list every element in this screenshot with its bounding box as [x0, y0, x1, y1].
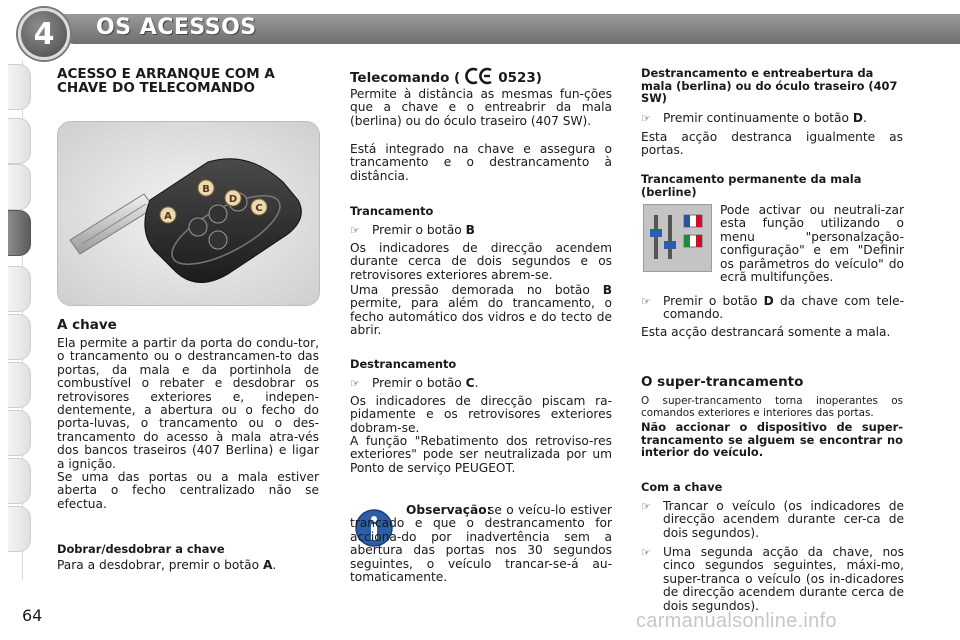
dobrar-instruction: Para a desdobrar, premir o botão	[57, 558, 260, 572]
side-tab-7[interactable]	[8, 362, 31, 408]
destrancamento-bullet-end: .	[474, 376, 479, 390]
destrancamento-paragraph-1: Os indicadores de direcção piscam ra-pidamente e os retrovisores exteriores dobram-se.	[350, 394, 612, 435]
key-label-b: B	[202, 184, 210, 195]
pointing-hand-icon: ☞	[641, 546, 651, 559]
permanente-heading: Trancamento permanente da mala (berline)	[641, 172, 862, 199]
permanente-bullet	[641, 295, 904, 322]
key-photo	[57, 121, 320, 306]
settings-menu-icon	[643, 204, 712, 272]
trancamento-p2-end: permite, para além do trancamento, o fecho automático dos vidros e do tecto de abrir.	[350, 296, 612, 338]
trancamento-paragraph-1: Os indicadores de direcção acendem durante cerca de dois segundos e os retrovisores exteriores abrem-se.	[350, 241, 612, 282]
super-warning: Não accionar o dispositivo de super-trancamento se alguem se encontrar no interior do veículo.	[641, 420, 903, 459]
permanente-paragraph-1: Pode activar ou neutrali-zar esta função utilizando o menu "personalzação-configuração" e em "Definir os parâmetros do veículo" do ecrã multifunções.	[720, 203, 904, 285]
mala-heading: Destrancamento e entreabertura da mala (berlina) ou do óculo traseiro (407 SW)	[641, 66, 898, 105]
com-chave-bullet-2	[641, 546, 904, 613]
dobrar-text	[57, 559, 319, 572]
watermark: carmanualsonline.info	[636, 610, 837, 632]
dobrar-button-ref: A	[262, 558, 273, 572]
page-number: 64	[22, 606, 43, 625]
side-tab-6[interactable]	[8, 314, 31, 360]
telecomando-intro-2: Está integrado na chave e assegura o trancamento e o destrancamento à distância.	[350, 142, 612, 183]
trancamento-bullet-text: Premir o botão	[372, 223, 462, 237]
com-chave-bullet-1	[641, 500, 904, 540]
note-text: se o veícu-lo estiver trancado e que o destrancamento for acciona-do por inadvertência sem a abertura das portas nos 30 segundos seguintes, o veículo trancar-se-á au-tomaticamente.	[350, 503, 612, 585]
mala-bullet-text: Premir continuamente o botão	[663, 111, 849, 125]
destrancamento-heading: Destrancamento	[350, 357, 457, 371]
chapter-number: 4	[18, 8, 70, 60]
key-label-d: D	[228, 194, 238, 205]
mala-button-ref: D	[852, 111, 863, 125]
destrancamento-bullet-text: Premir o botão	[372, 376, 462, 390]
side-tab-2[interactable]	[8, 118, 31, 164]
ce-mark-icon	[464, 67, 494, 89]
pointing-hand-icon: ☞	[641, 295, 651, 308]
note-label: Observação:	[406, 503, 492, 517]
super-heading: O super-trancamento	[641, 374, 804, 390]
trancamento-heading: Trancamento	[350, 204, 434, 218]
telecomando-title	[350, 67, 542, 89]
com-chave-bullet-2-text: Uma segunda acção da chave, nos cinco segundos seguintes, máxi-mo, super-tranca o veículo (os in-dicadores de direcção acendem durante cerca de dois segundos).	[663, 545, 904, 613]
side-tab-8[interactable]	[8, 410, 31, 456]
side-tab-3[interactable]	[8, 164, 31, 210]
trancamento-bullet	[350, 224, 612, 237]
super-paragraph-1: O super-trancamento torna inoperantes os comandos exteriores e interiores das portas.	[641, 395, 903, 419]
key-label-a: A	[164, 211, 172, 222]
side-tab-9[interactable]	[8, 458, 31, 504]
destrancamento-paragraph-2: A função "Rebatimento dos retroviso-res exteriores" pode ser neutralizada por um Ponto de serviço PEUGEOT.	[350, 434, 612, 475]
dobrar-end: .	[272, 558, 277, 572]
destrancamento-button-ref: C	[465, 376, 475, 390]
pointing-hand-icon: ☞	[350, 224, 360, 237]
chave-paragraph-1: Ela permite a partir da porta do condu-tor, o trancamento ou o destrancamen-to das portas, da mala e da portinhola de combustível o rebater e desdobrar os retrovisores exteriores e, indepen-dentemente, a abertura ou o fecho do porta-luvas, o trancamento ou o des-trancamento do acesso à mala atra-vés dos bancos traseiros (407 Berlina) e ligar a ignição.	[57, 336, 319, 471]
permanente-paragraph-2: Esta acção destrancará somente a mala.	[641, 325, 891, 339]
mala-paragraph: Esta acção destranca igualmente as portas.	[641, 130, 903, 158]
chave-paragraph-2: Se uma das portas ou a mala estiver aberta o fecho centralizado não se efectua.	[57, 470, 319, 511]
com-chave-bullet-1-text: Trancar o veículo (os indicadores de direcção acendem durante cer-ca de dois segundos).	[663, 499, 904, 540]
mala-bullet	[641, 112, 913, 125]
section-title: ACESSO E ARRANQUE COM A CHAVE DO TELECOMANDO	[57, 66, 275, 96]
trancamento-p2-button-ref: B	[602, 283, 612, 297]
side-tab-4-active[interactable]	[8, 210, 31, 256]
pointing-hand-icon: ☞	[641, 112, 651, 125]
remote-key-illustration	[58, 122, 319, 305]
permanente-bullet-end: da chave com tele-comando.	[663, 294, 905, 322]
permanente-bullet-start: Premir o botão	[663, 294, 758, 308]
chapter-title: OS ACESSOS	[96, 15, 257, 40]
chave-heading: A chave	[57, 317, 117, 333]
telecomando-title-start: Telecomando (	[350, 70, 461, 86]
telecomando-intro-1: Permite à distância as mesmas fun-ções que a chave e o entreabrir da mala (berlina) ou do óculo traseiro (407 SW).	[350, 87, 612, 128]
permanente-button-ref: D	[763, 294, 774, 308]
trancamento-p2-start: Uma pressão demorada no botão	[350, 283, 590, 297]
destrancamento-bullet	[350, 377, 612, 390]
com-chave-heading: Com a chave	[641, 480, 723, 494]
key-label-c: C	[255, 203, 263, 214]
side-tab-1[interactable]	[8, 64, 31, 110]
telecomando-title-end: 0523)	[498, 70, 542, 86]
dobrar-heading: Dobrar/desdobrar a chave	[57, 542, 225, 556]
pointing-hand-icon: ☞	[641, 500, 651, 513]
pointing-hand-icon: ☞	[350, 377, 360, 390]
trancamento-paragraph-2	[350, 284, 612, 338]
side-tab-5[interactable]	[8, 266, 31, 312]
mala-bullet-end: .	[862, 111, 867, 125]
side-tab-10[interactable]	[8, 506, 31, 552]
trancamento-button-ref: B	[465, 223, 475, 237]
